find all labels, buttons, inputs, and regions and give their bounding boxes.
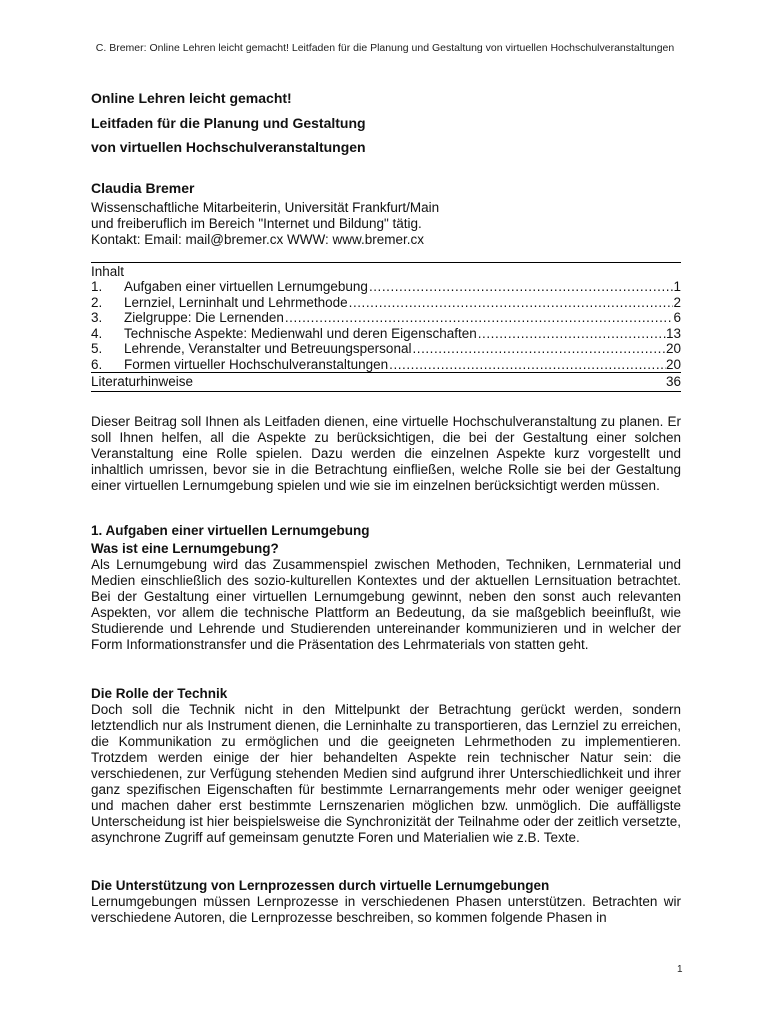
document-body xyxy=(91,86,681,927)
toc-entry-page: 20 xyxy=(665,356,681,372)
toc-entry-page: 2 xyxy=(673,294,681,310)
contact-line: Kontakt: Email: mail@bremer.cx WWW: www.bremer.cx xyxy=(91,231,425,247)
subheading-rolle-der-technik: Die Rolle der Technik xyxy=(91,685,228,701)
toc-entry-literature[interactable] xyxy=(91,372,681,390)
paragraph-lernprozesse: Lernumgebungen müssen Lernprozesse in verschiedenen Phasen unterstützen. Betrachten wir verschiedene Autoren, die Lernprozesse beschreiben, so kommen folgende Phasen in xyxy=(91,894,681,926)
toc-entry-title: Zielgruppe: Die Lernenden xyxy=(124,310,284,325)
toc-leader-dots xyxy=(368,279,674,295)
title-line-2: Leitfaden für die Planung und Gestaltung xyxy=(91,114,366,131)
page-number: 1 xyxy=(677,964,683,975)
toc-entry-page: 20 xyxy=(665,341,681,356)
toc-entry[interactable] xyxy=(91,357,681,373)
affiliation-line-2: und freiberuflich im Bereich "Internet und Bildung" tätig. xyxy=(91,215,422,231)
toc-entry[interactable] xyxy=(91,341,681,357)
toc-entry-title: Lernziel, Lerninhalt und Lehrmethode xyxy=(124,294,348,310)
paragraph-rolle-der-technik: Doch soll die Technik nicht in den Mittelpunkt der Betrachtung gerückt werden, sondern letztendlich nur als Instrument dienen, die Lerninhalte zu transportieren, das Lernziel zu erreichen, die Kommunikation zu ermöglichen und die geeigneten Lehrmethoden zu implementieren. Trotzdem werden einige der hier behandelten Aspekte rein technischer Natur sein: die verschiedenen, zur Verfügung stehenden Medien sind aufgrund ihrer Unterschiedlichkeit und ihrer ganz spezifischen Eigenschaften für bestimmte Lernarrangements mehr oder weniger geeignet und machen daher erst bestimmte Lernszenarien möglichen bzw. unmöglich. Die auffälligste Unterscheidung ist hier beispielsweise die Synchronizität der Teilnahme oder der zeitlich versetzte, asynchrone Zugriff auf gemeinsam genutzte Foren und Materialien wie z.B. Texte. xyxy=(91,701,681,846)
toc-leader-dots xyxy=(284,310,674,326)
running-header: C. Bremer: Online Lehren leicht gemacht! Leitfaden für die Planung und Gestaltung von virtuellen Hochschulveranstaltungen xyxy=(95,42,675,54)
toc-entry-page: 13 xyxy=(665,325,681,341)
toc-entry-title: Aufgaben einer virtuellen Lernumgebung xyxy=(124,279,368,294)
toc-heading: Inhalt xyxy=(91,263,125,279)
toc-literature-title: Literaturhinweise xyxy=(91,374,194,389)
toc-entry-title: Formen virtueller Hochschulveranstaltungen xyxy=(124,356,389,372)
toc-leader-dots xyxy=(388,357,666,373)
author-name: Claudia Bremer xyxy=(91,179,195,196)
title-line-3: von virtuellen Hochschulveranstaltungen xyxy=(91,139,366,155)
toc-entry-number: 6. xyxy=(91,356,103,372)
toc-entry-title: Technische Aspekte: Medienwahl und deren Eigenschaften xyxy=(124,325,477,341)
toc-leader-dots xyxy=(411,341,666,357)
toc-entry[interactable] xyxy=(91,310,681,326)
table-of-contents xyxy=(91,262,681,392)
toc-entry[interactable] xyxy=(91,279,681,295)
paragraph-lernumgebung: Als Lernumgebung wird das Zusammenspiel zwischen Methoden, Techniken, Lernmaterial und Medien einschließlich des sozio-kulturellen Kontextes und der aktuellen Lernsituation betrachtet. Bei der Gestaltung einer virtuellen Lernumgebung gewinnt, neben den sonst auch relevanten Aspekten, vor allem die technische Plattform an Bedeutung, da sie maßgeblich beeinflußt, wie Studierende und Lehrende und Studierenden untereinander kommunizieren und in welcher der Form Informationstransfer und die Präsentation des Lehrmaterials von statten geht. xyxy=(91,556,681,653)
toc-entry-page: 1 xyxy=(673,279,681,294)
intro-paragraph: Dieser Beitrag soll Ihnen als Leitfaden dienen, eine virtuelle Hochschulveranstaltung zu planen. Er soll Ihnen helfen, all die Aspekte zu berücksichtigen, die bei der Gestaltung einer solchen Veranstaltung eine Rolle spielen. Dazu werden die einzelnen Aspekte kurz vorgestellt und inhaltlich umrissen, bevor sie in die Betrachtung einfließen, welche Rolle sie bei der Gestaltung einer virtuellen Lernumgebung spielen und wie sie im einzelnen berücksichtigt werden müssen. xyxy=(91,413,681,493)
affiliation-line-1: Wissenschaftliche Mitarbeiterin, Universität Frankfurt/Main xyxy=(91,199,440,215)
toc-leader-dots xyxy=(348,295,674,311)
subheading-lernumgebung: Was ist eine Lernumgebung? xyxy=(91,540,279,556)
toc-entry-number: 5. xyxy=(91,341,103,356)
toc-entry-page: 6 xyxy=(673,310,681,325)
toc-entry[interactable] xyxy=(91,326,681,342)
toc-entry-title: Lehrende, Veranstalter und Betreuungspersonal xyxy=(124,341,412,356)
section-1-heading: 1. Aufgaben einer virtuellen Lernumgebung xyxy=(91,522,370,538)
title-line-1: Online Lehren leicht gemacht! xyxy=(91,90,292,106)
toc-leader-dots xyxy=(477,326,666,342)
subheading-lernprozesse: Die Unterstützung von Lernprozessen durch virtuelle Lernumgebungen xyxy=(91,878,550,894)
toc-entry-number: 4. xyxy=(91,325,103,341)
toc-entry-number: 3. xyxy=(91,310,103,325)
toc-entry[interactable] xyxy=(91,295,681,311)
toc-literature-page: 36 xyxy=(665,374,681,389)
toc-entry-number: 1. xyxy=(91,279,103,294)
toc-entry-number: 2. xyxy=(91,294,103,310)
